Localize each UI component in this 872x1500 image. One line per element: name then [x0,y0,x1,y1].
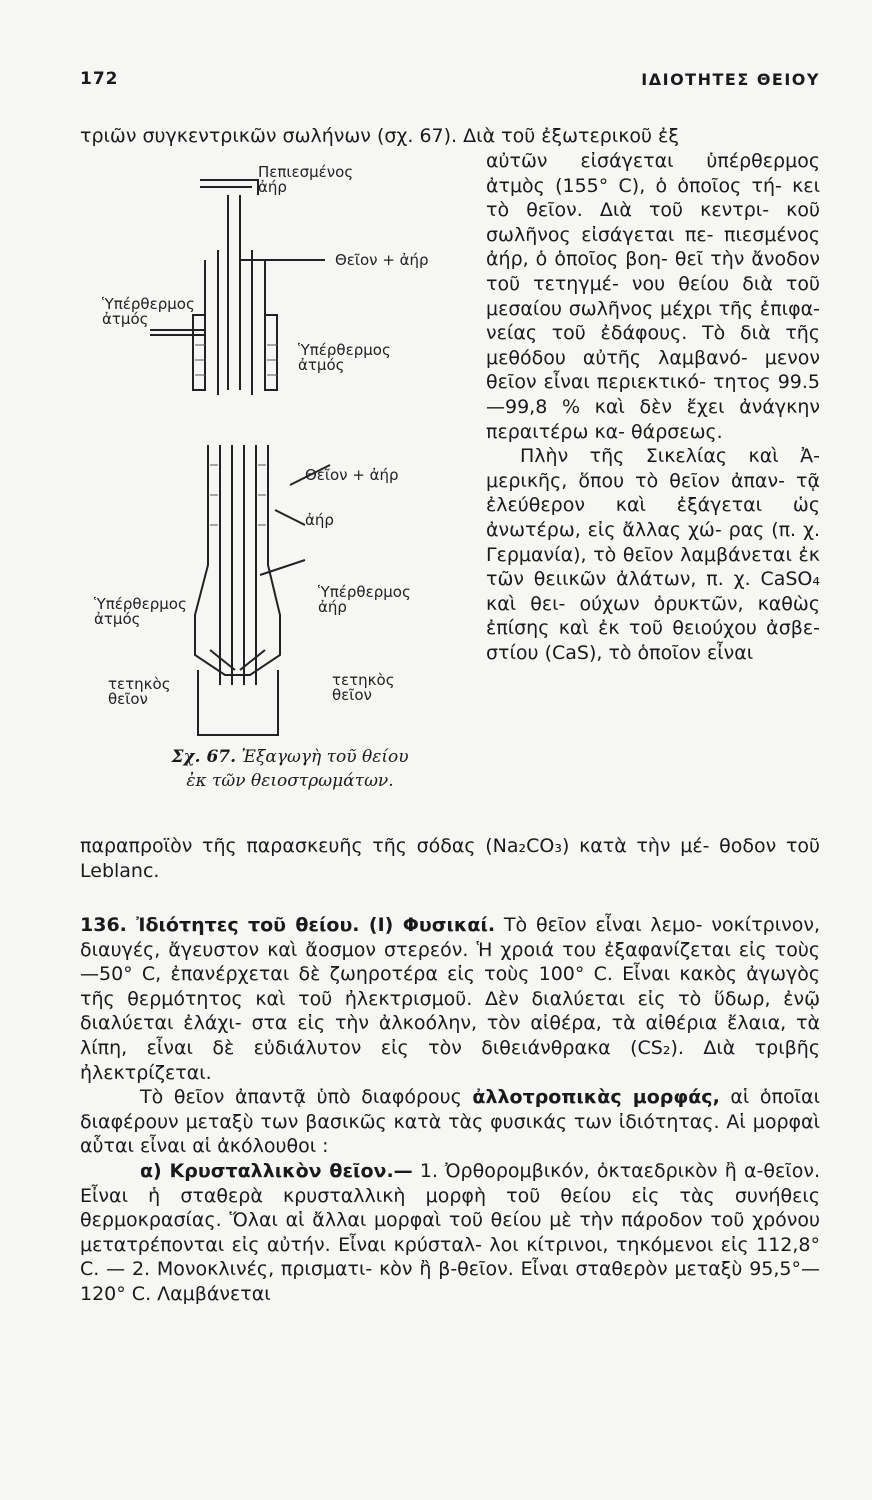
well-casing [195,445,280,675]
tail-text: παραπροϊὸν τῆς παρασκευῆς τῆς σόδας (Na₂CO₃) κατὰ τὴν μέ- θοδον τοῦ Leblanc. [80,835,820,882]
p3-bold-term: α) Κρυσταλλικὸν θεῖον.— [140,1159,413,1182]
label-steam-bottom: Ὑπέρθερμος ἀτμός [94,595,187,628]
well-bottom [198,670,278,735]
caption-text-2: ἐκ τῶν θειοστρωμάτων. [186,771,394,791]
label-air: ἀήρ [305,511,334,529]
right-column [486,149,820,665]
right-paragraph-1: αὐτῶν εἰσάγεται ὑπέρθερμος ἀτμὸς (155° C), ὁ ὁποῖος τή- κει τὸ θεῖον. Διὰ τοῦ κεντρι- κοῦ σωλῆνος εἰσάγεται πε- πιεσμένος ἀήρ, ὁ ὁποῖος βοη- θεῖ τὴν ἄνοδον τοῦ τετηγμέ- νου θείου διὰ τοῦ μεσαίου σωλῆνος μέχρι τῆς ἐπιφα- νείας τοῦ ἐδάφους. Τὸ διὰ τῆς μεθόδου αὐτῆς λαμβανό- μενον θεῖον εἶναι περιεκτικό- τητος 99.5—99,8 % καὶ δὲν ἔχει ἀνάγκην περαιτέρω κα- θάρσεως. [486,150,820,443]
page-number: 172 [80,69,119,89]
section-heading: 136. Ἰδιότητες τοῦ θείου. (I) Φυσικαί. [80,914,496,936]
tail-paragraph [80,834,820,883]
section-136-p1 [80,913,820,1085]
caption-text: Ἐξαγωγὴ τοῦ θείου [241,747,409,767]
label-superheated-air: Ὑπέρθερμος ἀήρ [318,583,411,616]
label-steam-right-top: Ὑπέρθερμος ἀτμός [298,341,391,374]
section-136-p1-text: Τὸ θεῖον εἶναι λεμο- νοκίτρινον, διαυγές, ἄγευστον καὶ ἄοσμον στερεόν. Ἡ χροιά του ἐξαφανίζεται εἰς τοὺς —50° C, ἐπανέρχεται δὲ ζωηροτέρα εἰς τοὺς 100° C. Εἶναι κακὸς ἀγωγὸς τῆς θερμότητος καὶ τοῦ ἠλεκτρισμοῦ. Δὲν διαλύεται εἰς τὸ ὕδωρ, ἐνῷ διαλύεται ἐλάχι- στα εἰς τὴν ἀλκοόλην, τὸν αἰθέρα, τὰ αἰθέρια ἔλαια, τὰ λίπη, εἶναι δὲ εὐδιάλυτον εἰς τὸν διθειάνθρακα (CS₂). Διὰ τριβῆς ἠλεκτρίζεται. [80,914,821,1084]
p3-text: 1. Ὀρθορομβικόν, ὀκταεδρικὸν ἢ α-θεῖον. Εἶναι ἡ σταθερὰ κρυσταλλικὴ μορφὴ τοῦ θείου εἰς τὰς συνήθεις θερμοκρασίας. Ὅλαι αἱ ἄλλαι μορφαὶ τοῦ θείου μὲ τὴν πάροδον τοῦ χρόνου μετατρέπονται εἰς αὐτήν. Εἶναι κρύσταλ- λοι κίτρινοι, τηκόμενοι εἰς 112,8° C. — 2. Μονοκλινές, πρισματι- κὸν ἢ β-θεῖον. Εἶναι σταθερὸν μεταξὺ 95,5°—120° C. Λαμβάνεται [80,1159,820,1305]
page-header [80,64,820,94]
section-136 [80,913,820,1307]
label-molten-sulfur-right: τετηκὸς θεῖον [332,671,395,704]
figure-67 [80,165,475,805]
label-molten-sulfur-left: τετηκὸς θεῖον [108,675,171,708]
label-sulfur-air-top: Θεῖον + ἀήρ [335,251,429,269]
opening-line: τριῶν συγκεντρικῶν σωλήνων (σχ. 67). Διὰ τοῦ ἐξωτερικοῦ ἐξ [80,125,679,147]
figure-caption [120,745,460,793]
right-paragraph-2: Πλὴν τῆς Σικελίας καὶ Ἀ- μερικῆς, ὅπου τὸ θεῖον ἀπαν- τᾷ ἐλεύθερον καὶ ἐξάγεται ὡς ἀνωτέρω, εἰς ἄλλας χώ- ρας (π. χ. Γερμανία), τὸ θεῖον λαμβάνεται ἐκ τῶν θειικῶν ἀλάτων, π. χ. CaSO₄ καὶ θει- ούχων ὀρυκτῶν, καθὼς ἐπίσης καὶ ἐκ τοῦ θειούχου ἀσβε- στίου (CaS), τὸ ὁποῖον εἶναι [486,445,820,664]
running-title: ΙΔΙΟΤΗΤΕΣ ΘΕΙΟΥ [641,69,820,89]
label-compressed-air: Πεπιεσμένος ἀήρ [258,163,354,196]
caption-number: Σχ. 67. [171,747,237,767]
label-sulfur-air-bottom: Θεῖον + ἀήρ [305,466,399,484]
p2-start: Τὸ θεῖον ἀπαντᾷ ὑπὸ διαφόρους [140,1086,462,1109]
section-136-p2 [80,1085,820,1159]
label-steam-left-top: Ὑπέρθερμος ἀτμός [102,295,195,328]
p2-end: αἱ ὁποῖαι διαφέρουν μεταξὺ των βασικῶς κατὰ τὰς φυσικάς των ἰδιότητας. Αἱ μορφαὶ αὗται εἶναι αἱ ἀκόλουθοι : [80,1086,820,1158]
p2-bold-term: ἀλλοτροπικὰς μορφάς, [472,1086,720,1109]
section-136-p3 [80,1159,820,1307]
